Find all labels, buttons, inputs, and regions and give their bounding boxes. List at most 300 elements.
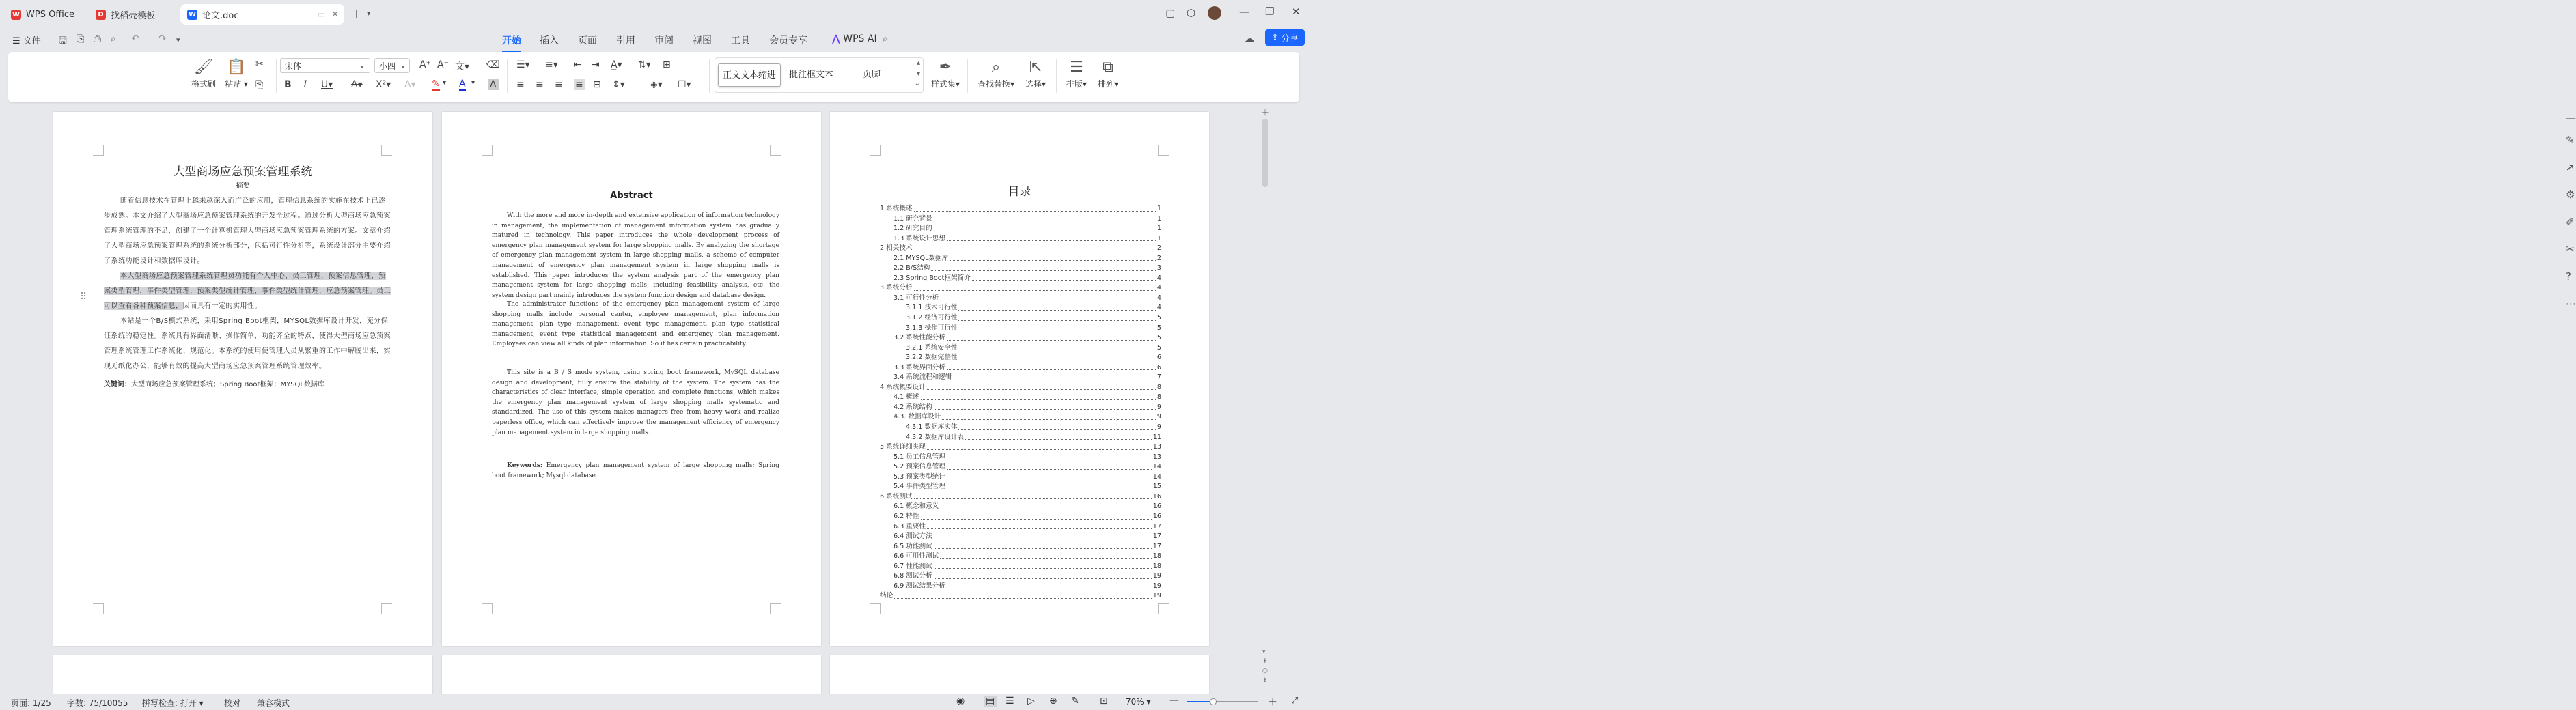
sort-icon[interactable]: ⇅▾ [638, 59, 651, 70]
toc-page-number: 13 [1152, 453, 1161, 461]
toc-entry-title: 4.3.2 数据库设计表 [906, 433, 965, 441]
toc-page-number: 16 [1152, 512, 1161, 520]
keywords-en-line [492, 461, 779, 481]
toc-entry[interactable] [880, 264, 1161, 274]
page-indicator[interactable]: 页面: 1/25 [11, 698, 51, 708]
toc-page-number: 4 [1157, 274, 1161, 282]
toc-entry[interactable] [880, 453, 1161, 463]
crop-mark [381, 604, 392, 614]
zoom-out-icon[interactable]: — [1169, 695, 1179, 706]
crop-mark [381, 145, 392, 156]
web-view-icon[interactable]: ⊕ [1049, 696, 1057, 707]
document-workspace[interactable] [0, 104, 1277, 694]
chevron-down-icon[interactable]: ▾ [471, 79, 475, 87]
toc-entry-title: 6 系统测试 [880, 492, 913, 500]
cube-icon[interactable]: ⬡ [1187, 7, 1196, 19]
toc-leader [934, 224, 1156, 231]
char-shading-icon[interactable]: A [488, 79, 499, 90]
toc-entry[interactable] [880, 502, 1161, 512]
menu-start[interactable]: 开始 [502, 33, 521, 47]
toc-leader [914, 492, 1152, 500]
toc-entry-title: 3.2 系统性能分析 [894, 334, 945, 342]
collapse-icon[interactable]: — [2566, 112, 2576, 124]
toc-leader [931, 264, 1155, 271]
redo-icon[interactable]: ↷ [158, 33, 167, 44]
layout-button[interactable]: ☰ 排版▾ [1062, 57, 1092, 89]
toc-entry-title: 6.3 重要性 [894, 522, 926, 530]
toc-entry[interactable] [880, 552, 1161, 562]
toc-entry[interactable] [880, 393, 1161, 403]
window-icon[interactable]: ▭ [317, 10, 325, 19]
toc-entry[interactable] [880, 274, 1161, 284]
toc-entry-title: 结论 [880, 592, 894, 600]
proofread-button[interactable]: 校对 [224, 698, 241, 708]
keywords-text: 大型商场应急预案管理系统；Spring Boot框架；MYSQL数据库 [131, 381, 324, 388]
document-title: 大型商场应急预案管理系统 [173, 165, 313, 179]
select-button[interactable]: ⇱ 选择▾ [1019, 57, 1052, 89]
style-footer[interactable]: 页脚 [863, 70, 881, 80]
close-window-icon[interactable]: ✕ [1292, 5, 1301, 18]
chevron-down-icon[interactable]: ▾ [367, 9, 371, 18]
toc-entry-title: 3.3 系统界面分析 [894, 363, 945, 371]
toc-title: 目录 [1008, 185, 1031, 199]
toc-entry[interactable] [880, 204, 1161, 214]
toc-entry-title: 6.4 测试方法 [894, 532, 932, 541]
toc-page-number: 8 [1157, 393, 1161, 401]
toc-page-number: 18 [1152, 562, 1161, 570]
toc-entry[interactable] [880, 254, 1161, 264]
style-comment-box[interactable]: 批注框文本 [789, 70, 834, 80]
scroll-up-icon[interactable]: ▴ [916, 59, 920, 67]
border-icon[interactable]: ☐▾ [678, 79, 691, 90]
abstract-en-paragraph-1: With the more and more in-depth and extensive application of information technology in management, the implementation of management information system has gradually matured in technology. This paper introduces the whole development process of emergency plan management system for large shopping malls. By analyzing the shortage of emergency plan management system in large shopping malls, a scheme of computer management of emergency plan management system in large shopping malls is established. This paper introduces the system analysis part of the emergency plan management system for large shopping malls, including feasibility analysis, etc. the system design part mainly introduces the system function design and database design. [492, 212, 779, 299]
toc-page-number: 1 [1157, 225, 1161, 233]
menu-tools[interactable]: 工具 [731, 36, 750, 46]
crop-mark [93, 604, 104, 614]
toc-page-number: 11 [1152, 433, 1161, 441]
status-bar [0, 694, 1312, 710]
right-sidebar [1277, 104, 2576, 694]
toc-page-number: 13 [1152, 443, 1161, 451]
underline-icon[interactable]: U▾ [321, 79, 333, 90]
new-tab-icon[interactable]: ＋ [351, 8, 362, 20]
export-icon[interactable]: ⎘ [77, 33, 85, 44]
toc-entry[interactable] [880, 313, 1161, 324]
font-color-icon[interactable]: A [459, 79, 466, 89]
pinyin-icon[interactable]: 文▾ [455, 61, 470, 72]
chevron-down-icon[interactable]: ▾ [443, 79, 447, 87]
next-page-icon[interactable]: ⇟ [1262, 677, 1268, 684]
toc-entry-title: 1.1 研究背景 [894, 214, 932, 223]
scroll-down-icon[interactable]: ▾ [1262, 649, 1266, 655]
align-left-icon[interactable]: ≡ [516, 79, 525, 90]
numbered-list-icon[interactable]: ≡▾ [545, 59, 558, 70]
toc-page-number: 4 [1157, 284, 1161, 292]
toc-entry-title: 5.4 事件类型管理 [894, 483, 945, 491]
font-name-value: 宋体 [285, 61, 302, 71]
print-preview-icon[interactable]: ⌕ [111, 33, 116, 44]
toc-page-number: 5 [1157, 314, 1161, 322]
toc-entry[interactable] [880, 283, 1161, 294]
toc-page-number: 5 [1157, 324, 1161, 332]
edit-icon[interactable]: ✐ [2566, 216, 2575, 228]
toc-leader [947, 462, 1152, 470]
font-name-select[interactable] [280, 58, 370, 73]
bullet-list-icon[interactable]: ☰▾ [516, 59, 530, 70]
toc-entry-title: 3.1 可行性分析 [894, 294, 939, 302]
crop-mark [1158, 604, 1169, 614]
tab-wps-office[interactable] [4, 4, 83, 25]
close-tab-icon[interactable]: ✕ [331, 9, 339, 20]
toc-entry[interactable] [880, 492, 1161, 502]
toc-entry-title: 2.2 B/S结构 [894, 264, 930, 272]
page-3 [830, 112, 1209, 646]
toc-leader [947, 582, 1152, 589]
abstract-paragraph-2 [104, 269, 391, 314]
toc-page-number: 1 [1157, 234, 1161, 242]
toc-entry-title: 2.3 Spring Boot框架简介 [894, 274, 971, 282]
toc-leader [927, 442, 1152, 450]
chevron-down-icon: ⌄ [399, 60, 406, 70]
toc-leader [947, 333, 1156, 341]
tab-label: 论文.doc [202, 10, 239, 21]
wps-logo-icon: W [12, 10, 20, 18]
decrease-indent-icon[interactable]: ⇤ [574, 59, 582, 70]
toc-leader [958, 343, 1155, 351]
toc-entry[interactable] [880, 591, 1161, 601]
undo-icon[interactable]: ↶ [131, 33, 139, 44]
toc-page-number: 19 [1152, 582, 1161, 590]
align-center-icon[interactable]: ≡ [536, 79, 544, 90]
search-icon[interactable]: ⌕ [883, 33, 888, 44]
table-of-contents [880, 204, 1161, 601]
avatar[interactable] [1208, 6, 1221, 20]
toc-entry[interactable] [880, 571, 1161, 582]
sliders-icon[interactable]: ⚙ [2566, 188, 2575, 201]
toc-entry-title: 4.3. 数据库设计 [894, 413, 941, 421]
title-bar [0, 0, 1312, 27]
toc-leader [972, 274, 1156, 281]
toc-entry[interactable] [880, 442, 1161, 453]
toc-page-number: 3 [1157, 264, 1161, 272]
chinese-layout-icon[interactable]: A̲▾ [611, 59, 622, 70]
toc-leader [947, 453, 1152, 460]
shrink-font-icon[interactable]: A⁻ [437, 59, 449, 70]
word-count[interactable]: 字数: 75/10055 [67, 698, 128, 708]
toc-entry-title: 6.5 功能测试 [894, 542, 932, 550]
zoom-slider[interactable] [1187, 701, 1258, 702]
format-painter-button[interactable] [190, 57, 217, 89]
abstract-en-paragraph-2: The administrator functions of the emergency plan management system of large shopping malls include personal center, employee management, plan information management, plan type management, event type management, plan type statistical management, event type statistical management and emergency plan management. Employees can view all kinds of plan information. So it has certain practicability. [492, 301, 779, 348]
layout-icon: ☰ [1070, 59, 1083, 76]
line-spacing-icon[interactable]: ↕▾ [612, 79, 625, 90]
toc-page-number: 9 [1157, 413, 1161, 421]
menu-reference[interactable]: 引用 [616, 36, 635, 46]
cloud-icon[interactable]: ☁ [1245, 33, 1254, 44]
toc-entry-title: 6.1 概念和意义 [894, 502, 939, 511]
toc-leader [940, 294, 1156, 301]
zoom-slider-thumb[interactable] [1210, 698, 1217, 705]
toc-page-number: 18 [1152, 552, 1161, 560]
toc-entry[interactable] [880, 383, 1161, 393]
toc-leader [921, 393, 1156, 400]
find-replace-label: 查找替换 [977, 79, 1010, 89]
cut-icon[interactable]: ✂ [255, 59, 264, 70]
toc-entry[interactable] [880, 343, 1161, 354]
italic-icon[interactable]: I [303, 79, 307, 90]
zoom-in-scroll-icon[interactable]: ＋ [1261, 108, 1270, 117]
toc-page-number: 1 [1157, 214, 1161, 223]
toc-leader [947, 363, 1156, 371]
more-icon[interactable]: ⋯ [2566, 298, 2576, 310]
paste-button[interactable]: 📋 粘贴 ▾ [223, 57, 250, 89]
scrollbar-thumb[interactable] [1262, 119, 1268, 187]
toc-leader [947, 472, 1152, 480]
page-1 [53, 112, 432, 646]
wps-ai-button[interactable] [832, 33, 877, 44]
fit-icon[interactable]: ⊡ [1100, 696, 1108, 707]
wps-ai-icon: ⋀ [832, 33, 840, 44]
toc-entry-title: 4 系统概要设计 [880, 383, 926, 391]
tab-document[interactable] [180, 4, 344, 25]
word-doc-icon: W [188, 10, 197, 18]
toc-page-number: 16 [1152, 502, 1161, 511]
toc-leader [947, 482, 1152, 489]
toc-entry-title: 3.2.1 系统安全性 [906, 343, 958, 352]
toc-entry[interactable] [880, 363, 1161, 373]
toc-entry[interactable] [880, 214, 1161, 225]
toc-entry-title: 2 相关技术 [880, 244, 913, 253]
abstract-en-paragraph-3: This site is a B / S mode system, using spring boot framework, MySQL database design and development, fully ensure the stability of the system. The system has the characteristics of clear interface, simple operation and complete functions, which makes the emergency plan management system of large shopping malls systematic and standardized. The use of this system makes managers free from heavy work and realize paperless office, which can effectively improve the management efficiency of emergency plan management system in large shopping malls. [492, 369, 779, 436]
toc-leader [958, 353, 1155, 360]
wps-ai-label: WPS AI [843, 33, 877, 44]
paste-label: 粘贴 [225, 79, 242, 89]
keywords-en-text: Emergency plan management system of large shopping malls; Spring boot framework; Mysql database [492, 462, 779, 479]
toc-entry-title: 5.1 员工信息管理 [894, 453, 945, 461]
share-label: 分享 [1280, 33, 1299, 44]
toc-entry[interactable] [880, 423, 1161, 433]
layout-label: 排版 [1066, 79, 1083, 89]
toc-entry[interactable] [880, 412, 1161, 423]
abstract-paragraph-1: 随着信息技术在管理上越来越深入而广泛的应用，管理信息系统的实施在技术上已逐步成熟。本文介绍了大型商场应急预案管理系统的开发全过程。通过分析大型商场应急预案管理系统管理的不足，创建了一个计算机管理大型商场应急预案管理系统的方案。文章介绍了大型商场应急预案管理系统的系统分析部分，包括可行性分析等，系统设计部分主要介绍了系统功能设计和数据库设计。 [104, 197, 391, 265]
toc-entry[interactable] [880, 234, 1161, 244]
format-painter-label: 格式刷 [191, 79, 216, 89]
crop-mark [93, 145, 104, 156]
pen-icon[interactable]: ✎ [2566, 134, 2575, 146]
select-label: 选择 [1025, 79, 1042, 89]
toc-entry[interactable] [880, 224, 1161, 234]
toc-page-number: 15 [1152, 483, 1161, 491]
toc-entry-title: 4.3.1 数据库实体 [906, 423, 958, 431]
toc-entry[interactable] [880, 542, 1161, 552]
fill-icon[interactable]: ◈▾ [650, 79, 663, 90]
toc-leader [947, 234, 1156, 242]
select-browse-icon[interactable]: ○ [1262, 668, 1268, 674]
eye-icon[interactable]: ◉ [956, 696, 965, 707]
minimize-icon[interactable]: — [1239, 5, 1249, 18]
toc-entry-title: 6.9 测试结果分析 [894, 582, 945, 590]
scroll-down-icon[interactable]: ▾ [916, 70, 920, 78]
toc-entry[interactable] [880, 522, 1161, 532]
abstract-title: Abstract [610, 190, 653, 201]
toc-entry[interactable] [880, 512, 1161, 522]
toc-entry[interactable] [880, 244, 1161, 254]
toc-entry-title: 5 系统详细实现 [880, 443, 926, 451]
toc-entry[interactable] [880, 373, 1161, 383]
toc-entry[interactable] [880, 403, 1161, 413]
zoom-slider-fill [1187, 701, 1211, 702]
ribbon [8, 52, 1299, 102]
justify-icon[interactable]: ≡ [575, 79, 583, 90]
menu-insert[interactable]: 插入 [540, 36, 559, 46]
outline-view-icon[interactable]: ☰ [1006, 696, 1014, 707]
spell-check-label: 拼写检查: 打开 [142, 698, 197, 708]
toc-entry-title: 4.2 系统结构 [894, 403, 932, 411]
toc-page-number: 4 [1157, 304, 1161, 312]
text-effect-icon[interactable]: A▾ [404, 79, 416, 90]
toc-leader [934, 542, 1152, 550]
toc-entry[interactable] [880, 562, 1161, 572]
superscript-icon[interactable]: X²▾ [376, 79, 391, 90]
toc-entry[interactable] [880, 472, 1161, 483]
arrange-icon: ⧉ [1103, 59, 1113, 76]
toc-entry[interactable] [880, 353, 1161, 363]
crop-mark [482, 145, 493, 156]
crop-mark [770, 604, 781, 614]
menu-file[interactable]: ☰ 文件 [12, 36, 41, 46]
toc-entry[interactable] [880, 303, 1161, 313]
arrange-label: 排列 [1097, 79, 1114, 89]
drag-handle-icon[interactable]: ⠿ [80, 292, 87, 302]
tab-template[interactable] [89, 4, 176, 25]
toc-leader [927, 383, 1156, 390]
share-button[interactable]: ⇪ 分享 [1265, 29, 1305, 46]
toc-leader [934, 214, 1156, 222]
tools-icon[interactable]: ✂ [2566, 243, 2575, 255]
style-gallery [715, 57, 924, 93]
tab-label: 找稻壳模板 [111, 10, 156, 21]
play-icon[interactable]: ▷ [1027, 696, 1035, 707]
toc-entry[interactable] [880, 482, 1161, 492]
toc-leader [914, 283, 1156, 291]
toc-page-number: 19 [1152, 572, 1161, 580]
strikethrough-icon[interactable]: A▾ [351, 79, 363, 90]
print-icon[interactable]: ⎙ [94, 33, 102, 44]
toc-page-number: 2 [1157, 254, 1161, 262]
bold-icon[interactable]: B [284, 79, 292, 90]
abstract-heading: 摘要 [236, 182, 250, 190]
toc-entry[interactable] [880, 532, 1161, 542]
toc-entry[interactable] [880, 433, 1161, 443]
increase-indent-icon[interactable]: ⇥ [592, 59, 600, 70]
toc-entry-title: 4.1 概述 [894, 393, 919, 401]
crop-mark [1158, 145, 1169, 156]
toc-leader [953, 373, 1155, 380]
toc-entry-title: 2.1 MYSQL数据库 [894, 254, 949, 262]
toc-entry-title: 3.4 系统流程和逻辑 [894, 373, 952, 382]
zoom-value: 70% [1126, 697, 1144, 707]
toc-page-number: 6 [1157, 354, 1161, 362]
toc-page-number: 19 [1152, 592, 1161, 600]
restore-icon[interactable]: ❐ [1265, 5, 1275, 18]
toc-page-number: 16 [1152, 492, 1161, 500]
style-body-indent[interactable]: 正文文本缩进 [718, 63, 781, 87]
menu-view[interactable]: 视图 [693, 36, 712, 46]
toc-leader [940, 552, 1152, 559]
help-icon[interactable]: ? [2566, 270, 2571, 283]
abstract-paragraph-3: 本站是一个B/S模式系统，采用Spring Boot框架，MYSQL数据库设计开发，充分保证系统的稳定性。系统具有界面清晰、操作简单，功能齐全的特点，使得大型商场应急预案管理系统管理工作系统化、规范化。本系统的使用使管理人员从繁重的工作中解脱出来，实现无纸化办公，能够有效的提高大型商场应急预案管理系统管理效率。 [104, 317, 391, 370]
menu-review[interactable]: 审阅 [654, 36, 674, 46]
clipboard-icon: 📋 [227, 59, 246, 76]
menu-member[interactable]: 会员专享 [769, 36, 807, 46]
cursor-icon: ⇱ [1029, 59, 1042, 76]
spell-check-toggle[interactable]: 拼写检查: 打开 ▾ [142, 698, 204, 708]
selected-text: 本大型商场应急预案管理系统管理员功能有个人中心，员工管理，预案信息管理，预案类型管理，事件类型管理，预案类型统计管理，事件类型统计管理，应急预案管理。员工可以查看各种预案信息， [104, 272, 391, 310]
clear-format-icon[interactable]: ⌫ [486, 59, 500, 70]
toc-entry-title: 3.2.2 数据完整性 [906, 354, 958, 362]
grow-font-icon[interactable]: A⁺ [419, 59, 431, 70]
save-icon[interactable]: 🖫 [59, 36, 67, 46]
toc-leader [914, 244, 1156, 251]
toc-page-number: 7 [1157, 373, 1161, 382]
toc-entry[interactable] [880, 324, 1161, 334]
prev-page-icon[interactable]: ⇞ [1262, 658, 1268, 665]
menu-page[interactable]: 页面 [578, 36, 597, 46]
paragraph-text: 因而具有一定的实用性。 [182, 302, 262, 310]
toc-page-number: 5 [1157, 334, 1161, 342]
compat-mode-label: 兼容模式 [257, 698, 290, 708]
toc-page-number: 14 [1152, 463, 1161, 471]
zoom-in-icon[interactable]: ＋ [1268, 697, 1277, 708]
magnifier-icon: ⌕ [991, 59, 1001, 76]
toc-leader [921, 512, 1152, 520]
fullscreen-icon[interactable]: ⤢ [1291, 696, 1299, 706]
layout-icon[interactable]: ▢ [1165, 7, 1176, 19]
zoom-level[interactable]: 70% ▾ [1126, 697, 1151, 707]
write-view-icon[interactable]: ✎ [1071, 696, 1079, 707]
toc-leader [934, 562, 1152, 569]
align-right-icon[interactable]: ≡ [555, 79, 563, 90]
arrange-button[interactable]: ⧉ 排列▾ [1093, 57, 1123, 89]
page-view-icon[interactable]: ▤ [984, 696, 997, 707]
font-size-select[interactable] [374, 58, 410, 73]
crop-mark [770, 145, 781, 156]
toc-entry-title: 3.1.1 技术可行性 [906, 304, 958, 312]
more-chevron-icon[interactable]: ▾ [176, 36, 180, 44]
expand-icon[interactable]: ⌄ [914, 80, 920, 87]
show-marks-icon[interactable]: ⊞ [663, 59, 671, 70]
toc-entry[interactable] [880, 294, 1161, 304]
copy-icon[interactable]: ⎘ [255, 79, 264, 90]
toc-leader [942, 412, 1156, 420]
font-size-value: 小四 [379, 61, 396, 71]
highlight-icon[interactable]: ✎ [432, 79, 440, 89]
toc-entry[interactable] [880, 333, 1161, 343]
distribute-icon[interactable]: ⊟ [593, 79, 601, 90]
toc-entry-title: 1.2 研究目的 [894, 225, 932, 233]
select-cursor-icon[interactable]: ➚ [2566, 161, 2575, 173]
keywords-line [104, 378, 324, 388]
toc-entry-title: 6.2 特性 [894, 512, 919, 520]
style-set-button[interactable]: ✒ 样式集▾ [926, 57, 965, 89]
toc-entry[interactable] [880, 582, 1161, 592]
menu-file-label: 文件 [23, 36, 41, 46]
keywords-en-label: Keywords: [507, 462, 543, 469]
toc-leader [914, 204, 1156, 212]
toc-page-number: 17 [1152, 522, 1161, 530]
find-replace-button[interactable]: ⌕ 查找替换▾ [974, 57, 1018, 89]
toc-entry[interactable] [880, 462, 1161, 472]
